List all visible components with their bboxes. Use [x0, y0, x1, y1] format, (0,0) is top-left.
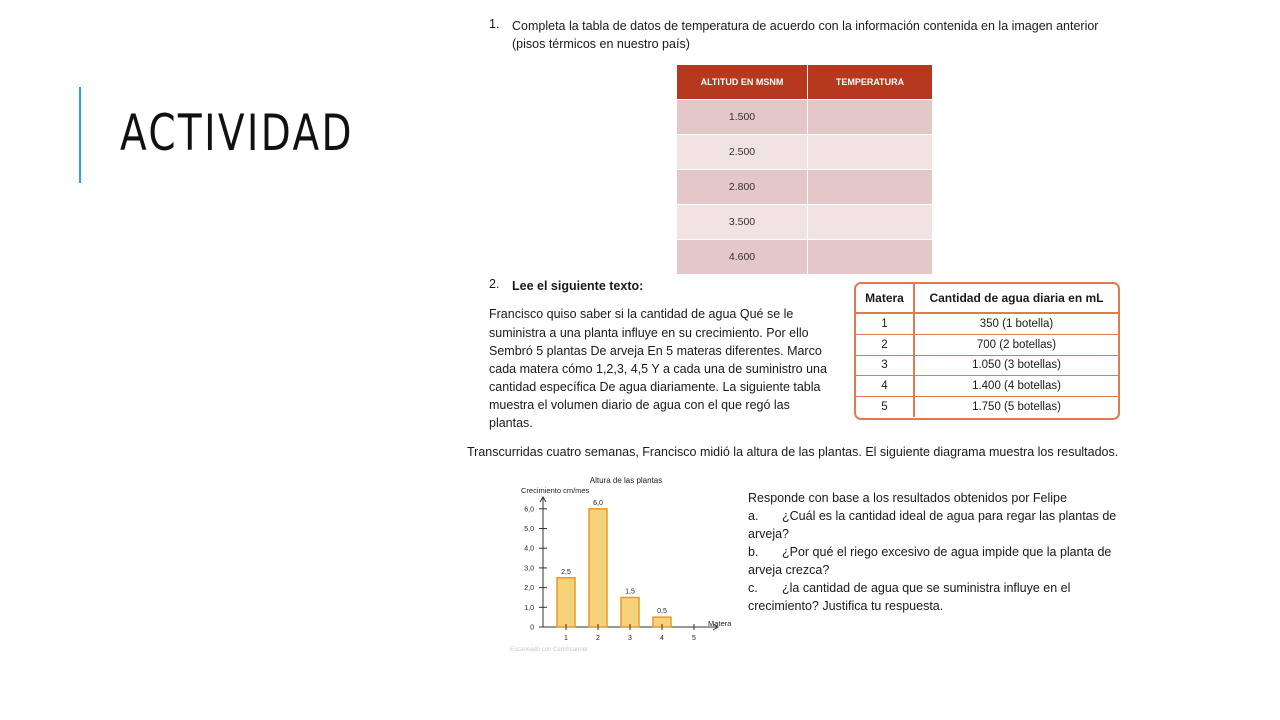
header-matera: Matera [856, 284, 914, 313]
question-text-cont: arveja crezca? [748, 563, 830, 577]
header-altitude: ALTITUD EN MSNM [677, 65, 808, 100]
q2-paragraph-line: Francisco quiso saber si la cantidad de agua Qué se le [489, 307, 794, 321]
table-row [677, 205, 933, 240]
chart-title: Altura de las plantas [589, 476, 663, 485]
q1-number: 1. [489, 17, 500, 31]
q1-text-line1: Completa la tabla de datos de temperatura de acuerdo con la información contenida en la imagen anterior [512, 19, 1099, 33]
y-tick-label: 0 [530, 624, 534, 632]
plant-height-chart-svg [506, 470, 742, 656]
bar [589, 509, 607, 627]
altitude-cell: 2.800 [677, 170, 808, 205]
slide-title: ACTIVIDAD [120, 104, 354, 162]
temperature-cell [808, 240, 933, 275]
y-tick-label: 1,0 [524, 604, 534, 612]
x-tick-label: 3 [628, 635, 632, 642]
q1-text-line2: (pisos térmicos en nuestro país) [512, 37, 690, 51]
bar-value-label: 2,5 [561, 568, 571, 576]
questions-block [748, 489, 1116, 615]
transition-text: Transcurridas cuatro semanas, Francisco midió la altura de las plantas. El siguiente diagrama muestra los resultados. [467, 445, 1119, 459]
q2-paragraph-line: cantidad específica De agua diariamente. La siguiente tabla [489, 380, 821, 394]
x-tick-label: 2 [596, 635, 600, 642]
temperature-cell [808, 170, 933, 205]
matera-cell: 3 [856, 355, 914, 376]
altitude-cell: 4.600 [677, 240, 808, 275]
y-tick-label: 4,0 [524, 545, 534, 553]
table-row [856, 397, 1118, 417]
question-text: ¿Cuál es la cantidad ideal de agua para regar las plantas de [782, 509, 1117, 523]
scanner-watermark: Escaneado con CamScanner [510, 647, 589, 653]
y-tick-label: 5,0 [524, 526, 534, 534]
question-c [748, 579, 1116, 597]
bar-value-label: 1,5 [625, 588, 635, 596]
water-cell: 1.050 (3 botellas) [914, 355, 1118, 376]
question-text-cont: arveja? [748, 527, 789, 541]
water-cell: 350 (1 botella) [914, 313, 1118, 334]
table-row [856, 334, 1118, 355]
matera-cell: 2 [856, 334, 914, 355]
question-label: a. [748, 509, 759, 523]
question-text-cont: crecimiento? Justifica tu respuesta. [748, 599, 944, 613]
altitude-cell: 2.500 [677, 135, 808, 170]
x-tick-label: 1 [564, 635, 568, 642]
matera-cell: 4 [856, 376, 914, 397]
water-supply-table [854, 282, 1120, 420]
plant-height-chart [506, 470, 742, 656]
question-label: b. [748, 545, 759, 559]
matera-cell: 5 [856, 397, 914, 417]
y-tick-label: 3,0 [524, 565, 534, 573]
x-tick-label: 5 [692, 635, 696, 642]
header-temperature: TEMPERATURA [808, 65, 933, 100]
bar [557, 578, 575, 627]
question-a [748, 507, 1116, 525]
question-label: c. [748, 581, 758, 595]
temperature-cell [808, 100, 933, 135]
q2-paragraph-line: muestra el volumen diario de agua con el que regó las [489, 398, 790, 412]
bar [621, 597, 639, 627]
water-cell: 700 (2 botellas) [914, 334, 1118, 355]
table-row [677, 240, 933, 275]
bar-value-label: 6,0 [593, 499, 603, 507]
bar-value-label: 0,5 [657, 608, 667, 616]
altitude-cell: 1.500 [677, 100, 808, 135]
table-row [856, 376, 1118, 397]
q2-paragraph-line: suministra a una planta influye en su crecimiento. Por ello [489, 326, 809, 340]
header-water-amount: Cantidad de agua diaria en mL [914, 284, 1118, 313]
table-row [677, 170, 933, 205]
title-accent-bar [79, 87, 81, 183]
questions-intro: Responde con base a los resultados obtenidos por Felipe [748, 491, 1067, 505]
table-row [677, 135, 933, 170]
question-b [748, 543, 1116, 561]
x-tick-label: 4 [660, 635, 664, 642]
q2-number: 2. [489, 277, 500, 291]
y-tick-label: 6,0 [524, 506, 534, 514]
table-row [856, 313, 1118, 334]
altitude-cell: 3.500 [677, 205, 808, 240]
q2-paragraph-line: plantas. [489, 416, 533, 430]
altitude-temperature-table [676, 64, 933, 275]
question-text: ¿Por qué el riego excesivo de agua impide que la planta de [782, 545, 1112, 559]
table-header-row [856, 284, 1118, 313]
water-cell: 1.400 (4 botellas) [914, 376, 1118, 397]
table-header-row [677, 65, 933, 100]
temperature-cell [808, 135, 933, 170]
q2-paragraph-line: Sembró 5 plantas De arveja En 5 materas diferentes. Marco [489, 344, 822, 358]
q2-heading: Lee el siguiente texto: [512, 279, 644, 293]
y-axis-label: Crecimiento cm/mes [521, 486, 590, 495]
x-axis-label: Matera [708, 619, 732, 628]
water-cell: 1.750 (5 botellas) [972, 401, 1061, 414]
q2-paragraph-line: cada matera cómo 1,2,3, 4,5 Y a cada una de suministro una [489, 362, 827, 376]
matera-cell: 1 [856, 313, 914, 334]
temperature-cell [808, 205, 933, 240]
y-tick-label: 2,0 [524, 585, 534, 593]
question-text: ¿la cantidad de agua que se suministra influye en el [782, 581, 1071, 595]
table-row [677, 100, 933, 135]
table-row [856, 355, 1118, 376]
